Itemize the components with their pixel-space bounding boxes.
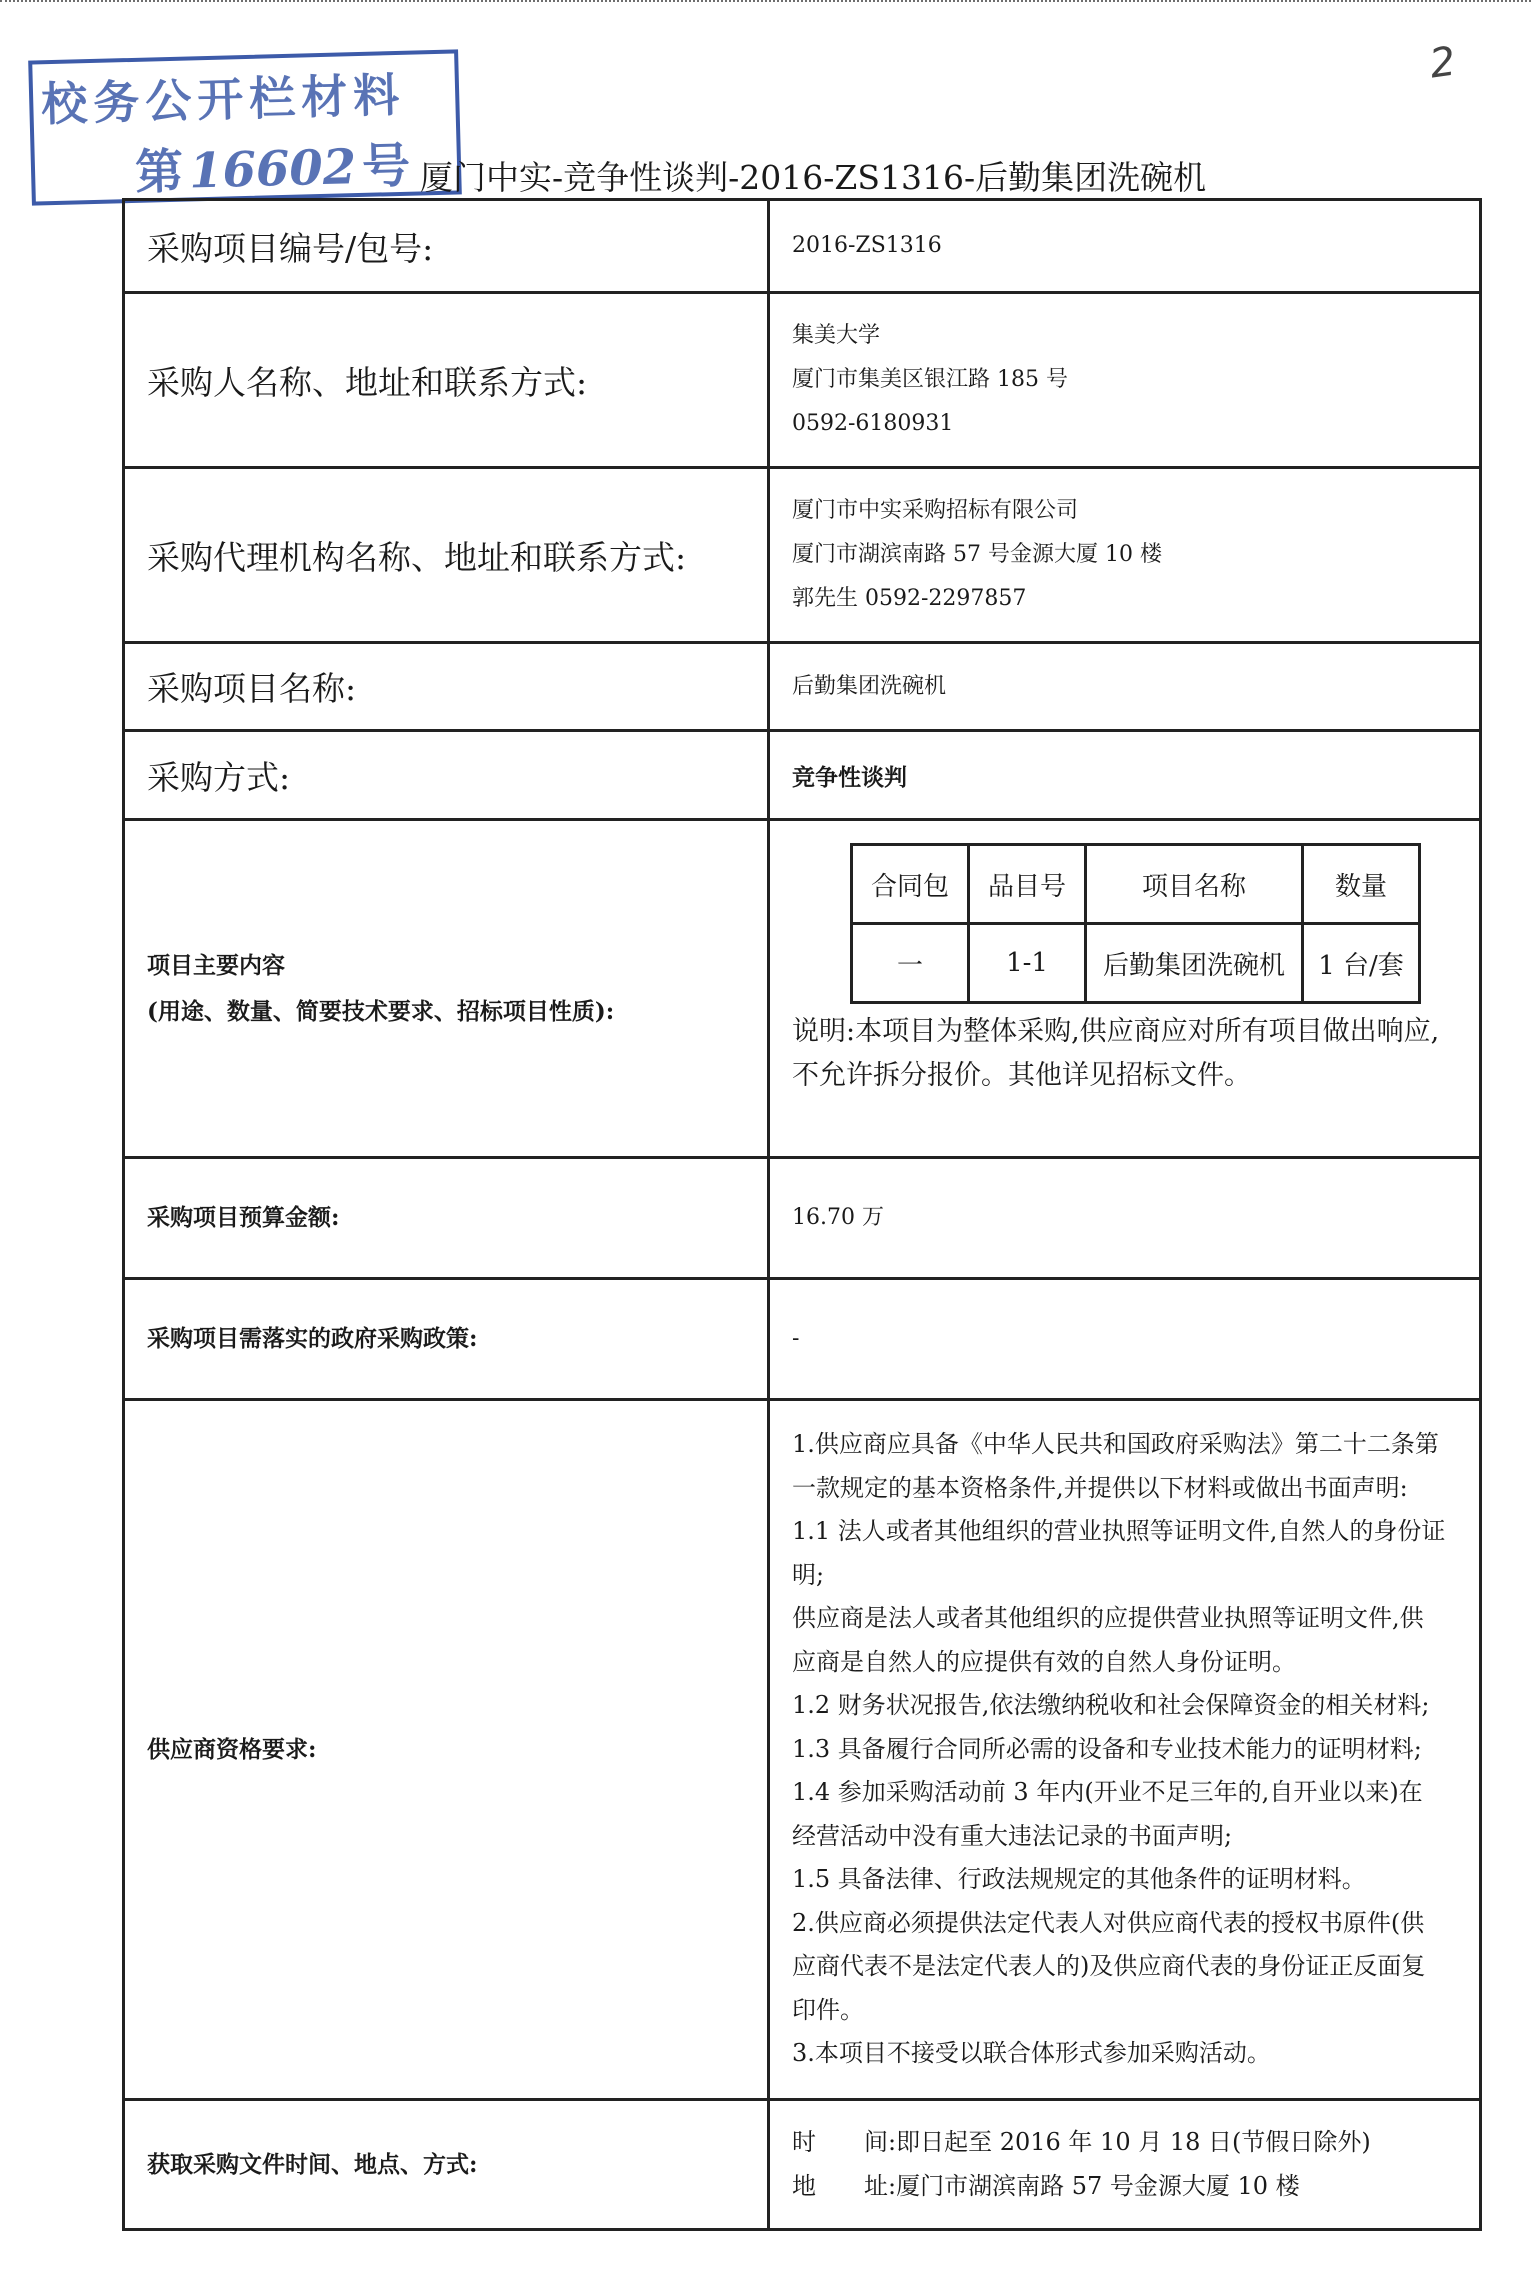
items-table bbox=[850, 843, 1421, 1004]
agency-name: 厦门市中实采购招标有限公司 bbox=[792, 498, 1079, 523]
row-qualification bbox=[124, 1400, 1481, 2100]
value-content bbox=[769, 820, 1481, 1158]
items-row bbox=[852, 924, 1420, 1003]
items-cell-package: 一 bbox=[852, 924, 969, 1003]
stamp-number: 16602 bbox=[188, 139, 357, 200]
value-agency bbox=[769, 468, 1481, 643]
value-project-number: 2016-ZS1316 bbox=[769, 200, 1481, 293]
label-budget: 采购项目预算金额: bbox=[124, 1158, 769, 1279]
qual-line: 经营活动中没有重大违法记录的书面声明; bbox=[792, 1821, 1233, 1850]
value-method: 竞争性谈判 bbox=[769, 731, 1481, 820]
qual-line: 一款规定的基本资格条件,并提供以下材料或做出书面声明: bbox=[792, 1473, 1408, 1502]
items-header-qty: 数量 bbox=[1303, 845, 1420, 924]
value-obtain bbox=[769, 2100, 1481, 2230]
agency-contact: 郭先生 0592-2297857 bbox=[792, 586, 1027, 611]
qual-line: 1.3 具备履行合同所必需的设备和专业技术能力的证明材料; bbox=[792, 1734, 1422, 1763]
row-budget bbox=[124, 1158, 1481, 1279]
items-header-row bbox=[852, 845, 1420, 924]
document-title: 厦门中实-竞争性谈判-2016-ZS1316-后勤集团洗碗机 bbox=[420, 158, 1207, 197]
items-cell-name: 后勤集团洗碗机 bbox=[1086, 924, 1303, 1003]
purchaser-name: 集美大学 bbox=[792, 323, 881, 348]
label-obtain: 获取采购文件时间、地点、方式: bbox=[124, 2100, 769, 2230]
row-project-number bbox=[124, 200, 1481, 293]
stamp-suffix: 号 bbox=[361, 137, 411, 195]
purchaser-phone: 0592-6180931 bbox=[792, 411, 954, 436]
items-header-package: 合同包 bbox=[852, 845, 969, 924]
qual-line: 2.供应商必须提供法定代表人对供应商代表的授权书原件(供 bbox=[792, 1908, 1425, 1937]
label-content bbox=[124, 820, 769, 1158]
qual-line: 应商是自然人的应提供有效的自然人身份证明。 bbox=[792, 1647, 1296, 1676]
items-header-item-no: 品目号 bbox=[969, 845, 1086, 924]
label-project-number: 采购项目编号/包号: bbox=[124, 200, 769, 293]
value-qualification bbox=[769, 1400, 1481, 2100]
qual-line: 1.供应商应具备《中华人民共和国政府采购法》第二十二条第 bbox=[792, 1430, 1439, 1459]
label-method: 采购方式: bbox=[124, 731, 769, 820]
row-policy bbox=[124, 1279, 1481, 1400]
content-note-line2: 不允许拆分报价。其他详见招标文件。 bbox=[792, 1060, 1251, 1091]
label-policy: 采购项目需落实的政府采购政策: bbox=[124, 1279, 769, 1400]
value-purchaser bbox=[769, 293, 1481, 468]
handwritten-page-mark: 2 bbox=[1426, 38, 1459, 88]
qual-line: 供应商是法人或者其他组织的应提供营业执照等证明文件,供 bbox=[792, 1604, 1424, 1633]
content-note-line1: 说明:本项目为整体采购,供应商应对所有项目做出响应, bbox=[792, 1016, 1440, 1047]
label-purchaser: 采购人名称、地址和联系方式: bbox=[124, 293, 769, 468]
label-content-line1: 项目主要内容 bbox=[147, 951, 285, 979]
obtain-address: 地 址:厦门市湖滨南路 57 号金源大厦 10 楼 bbox=[792, 2171, 1300, 2200]
value-budget: 16.70 万 bbox=[769, 1158, 1481, 1279]
label-project-name: 采购项目名称: bbox=[124, 643, 769, 731]
qual-line: 1.5 具备法律、行政法规规定的其他条件的证明材料。 bbox=[792, 1865, 1366, 1894]
qual-line: 1.4 参加采购活动前 3 年内(开业不足三年的,自开业以来)在 bbox=[792, 1778, 1423, 1807]
row-agency bbox=[124, 468, 1481, 643]
items-header-name: 项目名称 bbox=[1086, 845, 1303, 924]
row-method bbox=[124, 731, 1481, 820]
value-policy: - bbox=[769, 1279, 1481, 1400]
purchaser-address: 厦门市集美区银江路 185 号 bbox=[792, 367, 1068, 392]
row-project-name bbox=[124, 643, 1481, 731]
qual-line: 1.1 法人或者其他组织的营业执照等证明文件,自然人的身份证 bbox=[792, 1517, 1446, 1546]
qual-line: 明; bbox=[792, 1560, 825, 1589]
stamp-line1: 校务公开栏材料 bbox=[40, 67, 406, 132]
bulletin-stamp bbox=[28, 49, 462, 205]
top-dotted-border bbox=[0, 0, 1531, 4]
items-cell-item-no: 1-1 bbox=[969, 924, 1086, 1003]
label-content-line2: (用途、数量、简要技术要求、招标项目性质): bbox=[147, 997, 615, 1025]
qual-line: 1.2 财务状况报告,依法缴纳税收和社会保障资金的相关材料; bbox=[792, 1691, 1430, 1720]
stamp-prefix: 第 bbox=[134, 143, 184, 201]
qual-line: 印件。 bbox=[792, 1995, 864, 2024]
agency-address: 厦门市湖滨南路 57 号金源大厦 10 楼 bbox=[792, 542, 1162, 567]
label-qualification: 供应商资格要求: bbox=[124, 1400, 769, 2100]
stamp-line2 bbox=[134, 127, 411, 203]
items-cell-qty: 1 台/套 bbox=[1303, 924, 1420, 1003]
procurement-info-table bbox=[122, 198, 1482, 2231]
qual-line: 应商代表不是法定代表人的)及供应商代表的身份证正反面复 bbox=[792, 1952, 1426, 1981]
content-note bbox=[792, 1010, 1461, 1098]
qual-line: 3.本项目不接受以联合体形式参加采购活动。 bbox=[792, 2039, 1271, 2068]
row-content bbox=[124, 820, 1481, 1158]
row-obtain bbox=[124, 2100, 1481, 2230]
obtain-time: 时 间:即日起至 2016 年 10 月 18 日(节假日除外) bbox=[792, 2128, 1371, 2156]
value-project-name: 后勤集团洗碗机 bbox=[769, 643, 1481, 731]
label-agency: 采购代理机构名称、地址和联系方式: bbox=[124, 468, 769, 643]
row-purchaser bbox=[124, 293, 1481, 468]
